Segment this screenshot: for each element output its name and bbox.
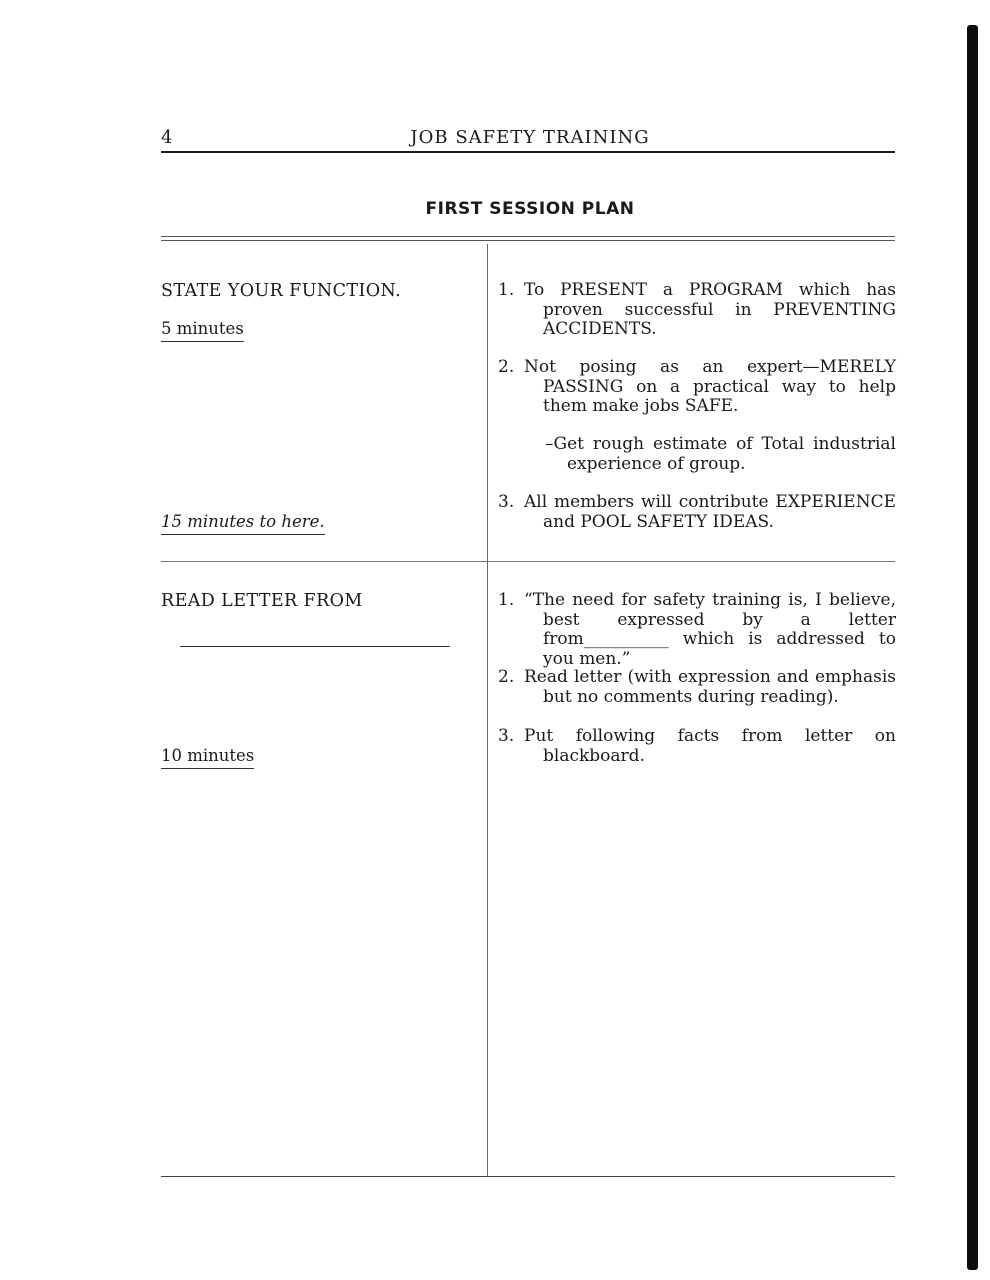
row2-item-1 [498, 591, 896, 669]
item-text: To PRESENT a PROGRAM which has proven successful in PREVENTING ACCIDENTS. [524, 280, 896, 339]
row1-sub-note [545, 435, 896, 474]
row1-time-note-wrap [161, 319, 244, 342]
row2-item-3 [498, 727, 896, 766]
row1-time-note: 5 minutes [161, 319, 244, 342]
row2-heading: READ LETTER FROM [161, 591, 363, 611]
item-number: 2. [498, 357, 515, 377]
row-separator [161, 561, 895, 562]
row1-cumulative-note: 15 minutes to here. [161, 512, 325, 535]
item-number: 3. [498, 726, 515, 746]
bottom-rule [161, 1176, 895, 1177]
row1-heading: STATE YOUR FUNCTION. [161, 281, 402, 301]
running-title: JOB SAFETY TRAINING [410, 127, 650, 148]
row2-item-2 [498, 668, 896, 707]
row2-time-note-wrap [161, 746, 254, 769]
item-number: 2. [498, 667, 515, 687]
item-text: Put following facts from letter on blackboard. [524, 726, 896, 766]
header-rule [161, 151, 895, 153]
item-number: 1. [498, 590, 515, 610]
row1-item-1 [498, 281, 896, 340]
row2-time-note: 10 minutes [161, 746, 254, 769]
row1-item-3 [498, 493, 896, 532]
title-double-rule [161, 236, 895, 241]
row1-cumulative-note-wrap [161, 512, 325, 535]
column-divider [487, 244, 488, 1176]
item-text: Read letter (with expression and emphasis but no comments during reading). [524, 667, 896, 707]
blank-fill-line [180, 646, 450, 647]
page-edge-shadow [967, 25, 978, 1270]
section-title: FIRST SESSION PLAN [425, 199, 635, 219]
item-number: 1. [498, 280, 515, 300]
item-text: “The need for safety training is, I believe, best expressed by a letter from__________ which is addressed to you men.” [524, 590, 896, 669]
item-text: Not posing as an expert—MERELY PASSING on a practical way to help them make jobs SAFE. [524, 357, 896, 416]
item-text: All members will contribute EXPERIENCE and POOL SAFETY IDEAS. [524, 492, 896, 532]
sub-note-text: –Get rough estimate of Total industrial experience of group. [545, 434, 896, 474]
item-number: 3. [498, 492, 515, 512]
row1-item-2 [498, 358, 896, 417]
page-number: 4 [161, 127, 173, 148]
